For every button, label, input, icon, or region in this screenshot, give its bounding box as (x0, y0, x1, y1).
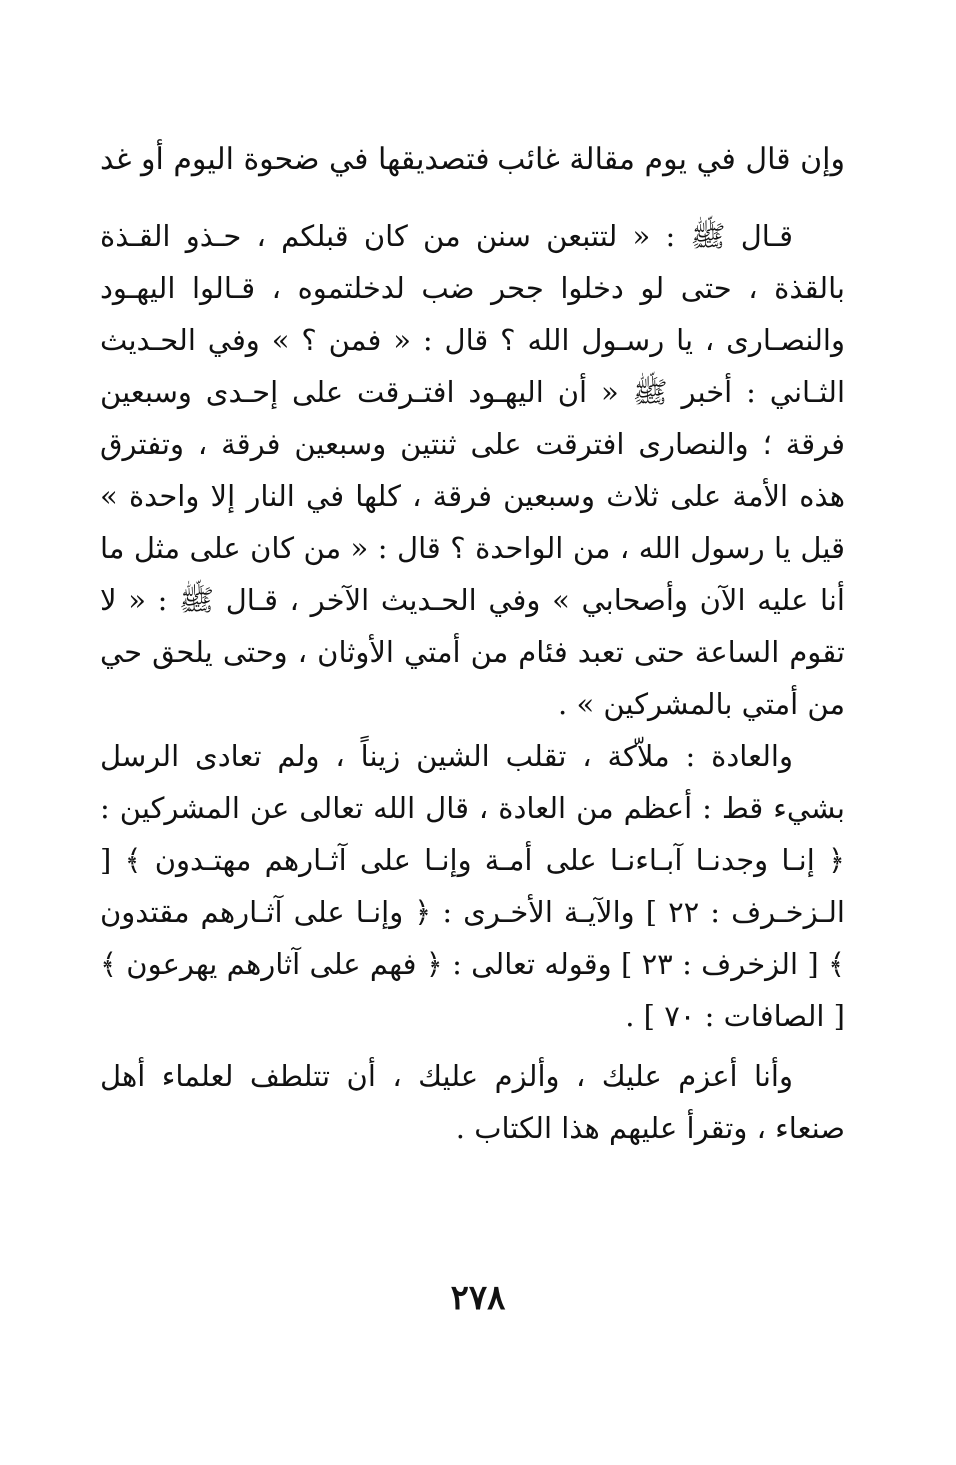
page-number: ٢٧٨ (450, 1278, 506, 1318)
paragraph-custom: والعادة : ملاّكة ، تقلب الشين زيناً ، ولم تعادى الرسل بشيء قط : أعظم من العادة ، قال الله تعالى عن المشركين : ﴿ إنـا وجدنـا آبـاءنـا على أمـة وإنـا على آثـارهم مهتـدون ﴾ [ الـزخـرف : ٢٢ ] والآيـة الأخـرى : ﴿ وإنـا على آثـارهم مقتدون ﴾ [ الزخرف : ٢٣ ] وقوله تعالى : ﴿ فهم على آثارهم يهرعون ﴾ [ الصافات : ٧٠ ] . (100, 739, 845, 1033)
paragraph-closing: وأنا أعزم عليك ، وألزم عليك ، أن تتلطف لعلماء أهل صنعاء ، وتقرأ عليهم هذا الكتاب . (100, 1059, 845, 1145)
verse-first-hemistich: وإن قال في يوم مقالة غائب (497, 142, 845, 177)
poem-verse (100, 130, 845, 190)
paragraph-hadith: قـال ﷺ : « لتتبعن سنن من كان قبلكم ، حـذو القـذة بالقذة ، حتى لو دخلوا جحر ضب لدخلتموه ، قـالوا اليهـود والنصـارى ، يا رسـول الله ؟ قال : « فمن ؟ » وفي الحـديث الثـاني : أخبر ﷺ « أن اليهـود افتـرقت على إحـدى وسبعين فرقة ؛ والنصارى افترقت على ثنتين وسبعين فرقة ، وتفترق هذه الأمة على ثلاث وسبعين فرقة ، كلها في النار إلا واحدة » قيل يا رسول الله ، من الواحدة ؟ قال : « من كان على مثل ما أنا عليه الآن وأصحابي » وفي الحـديث الآخر ، قـال ﷺ : « لا تقوم الساعة حتى تعبد فئام من أمتي الأوثان ، وحتى يلحق حي من أمتي بالمشركين » . (100, 219, 846, 721)
verse-second-hemistich: فتصديقها في ضحوة اليوم أو غد (100, 142, 490, 177)
